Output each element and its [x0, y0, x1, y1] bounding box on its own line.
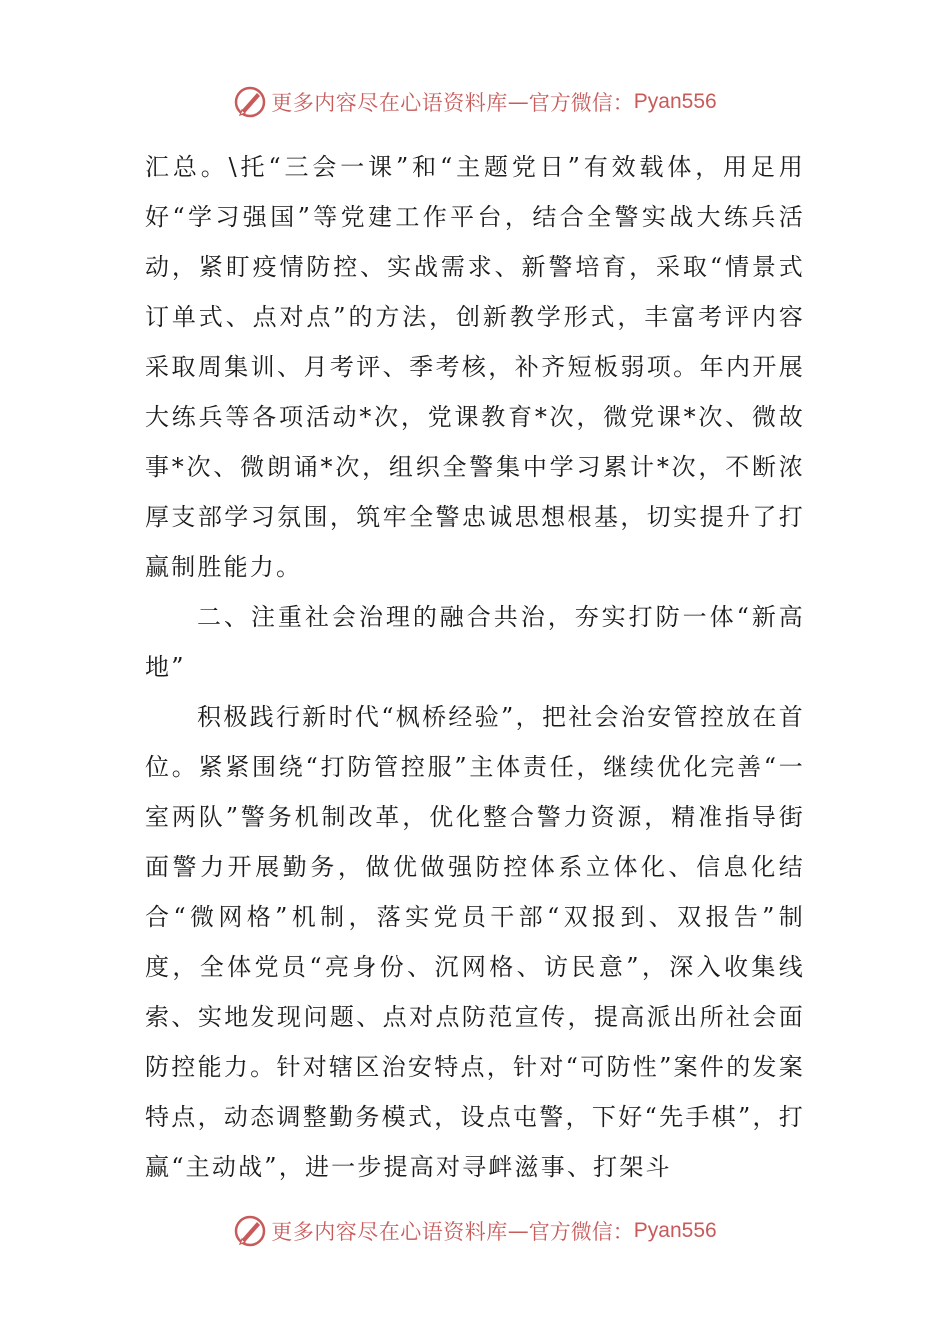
document-body: [145, 142, 805, 1192]
pen-logo-icon: [233, 1214, 267, 1248]
watermark-sub-text: 官方微信：: [528, 91, 634, 115]
watermark-wechat-id: Pyan556: [633, 1219, 717, 1242]
section-heading: 二、注重社会治理的融合共治，夯实打防一体“新高地”: [145, 603, 805, 681]
watermark-header: [0, 82, 950, 122]
watermark-sub-text: 官方微信：: [528, 1220, 634, 1244]
paragraph-2: 积极践行新时代“枫桥经验”，把社会治安管控放在首位。紧紧围绕“打防管控服”主体责任，继续优化完善“一室两队”警务机制改革，优化整合警力资源，精准指导街面警力开展勤务，做优做强防控体系立体化、信息化结合“微网格”机制，落实党员干部“双报到、双报告”制度，全体党员“亮身份、沉网格、访民意”，深入收集线索、实地发现问题、点对点防范宣传，提高派出所社会面防控能力。针对辖区治安特点，针对“可防性”案件的发案特点，动态调整勤务模式，设点屯警，下好“先手棋”，打赢“主动战”，进一步提高对寻衅滋事、打架斗: [145, 703, 805, 1181]
paragraph-1: 汇总。\托“三会一课”和“主题党日”有效载体，用足用好“学习强国”等党建工作平台，结合全警实战大练兵活动，紧盯疫情防控、实战需求、新警培育，采取“情景式订单式、点对点”的方法，创新教学形式，丰富考评内容采取周集训、月考评、季考核，补齐短板弱项。年内开展大练兵等各项活动*次，党课教育*次，微党课*次、微故事*次、微朗诵*次，组织全警集中学习累计*次，不断浓厚支部学习氛围，筑牢全警忠诚思想根基，切实提升了打赢制胜能力。: [145, 153, 805, 581]
watermark-main-text: 更多内容尽在心语资料库: [271, 91, 508, 115]
watermark-dash: —: [507, 1219, 529, 1243]
watermark-footer: [0, 1211, 950, 1251]
watermark-main-text: 更多内容尽在心语资料库: [271, 1220, 508, 1244]
watermark-dash: —: [507, 90, 529, 114]
watermark-wechat-id: Pyan556: [633, 90, 717, 113]
pen-logo-icon: [233, 85, 267, 119]
